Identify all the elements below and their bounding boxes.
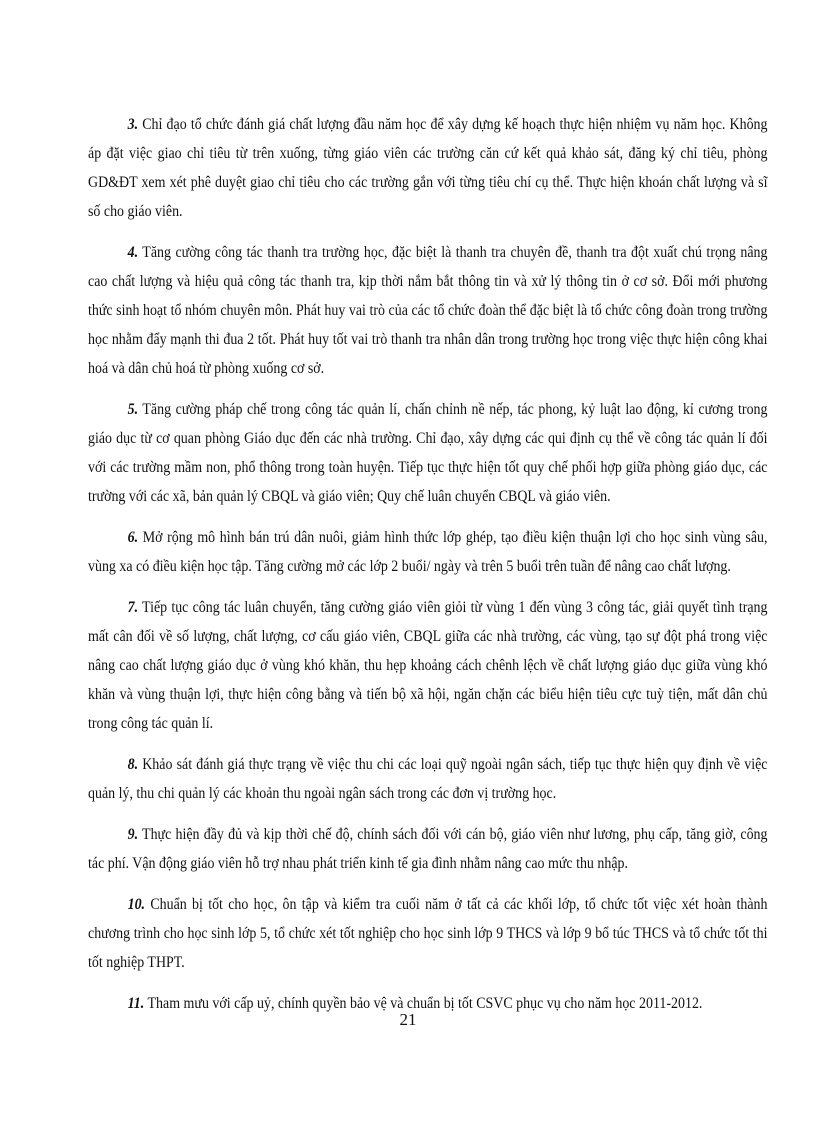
paragraph-text: Chuẩn bị tốt cho học, ôn tập và kiểm tra cuối năm ở tất cả các khối lớp, tổ chức tốt việc xét hoàn thành chương trình cho học sinh lớp 5, tổ chức xét tốt nghiệp cho học sinh lớp 9 THCS và lớp 9 bổ túc THCS và tổ chức tốt thi tốt nghiệp THPT. <box>88 896 768 971</box>
paragraph-3 <box>88 110 768 226</box>
paragraph-number: 6. <box>127 529 139 546</box>
paragraph-text: Chỉ đạo tổ chức đánh giá chất lượng đầu năm học để xây dựng kế hoạch thực hiện nhiệm vụ năm học. Không áp đặt việc giao chỉ tiêu từ trên xuống, từng giáo viên các trường căn cứ kết quả khảo sát, đăng ký chỉ tiêu, phòng GD&ĐT xem xét phê duyệt giao chỉ tiêu cho các trường gắn với từng tiêu chí cụ thể. Thực hiện khoán chất lượng và sĩ số cho giáo viên. <box>88 116 768 220</box>
paragraph-9 <box>88 820 768 878</box>
paragraph-text: Tham mưu với cấp uỷ, chính quyền bảo vệ và chuẩn bị tốt CSVC phục vụ cho năm học 2011-2012. <box>147 995 703 1012</box>
paragraph-10 <box>88 890 768 977</box>
document-body <box>88 110 768 1030</box>
paragraph-text: Tăng cường công tác thanh tra trường học, đặc biệt là thanh tra chuyên đề, thanh tra đột xuất chú trọng nâng cao chất lượng và hiệu quả công tác thanh tra, kịp thời nắm bắt thông tin và xử lý thông tin ở cơ sở. Đổi mới phương thức sinh hoạt tổ nhóm chuyên môn. Phát huy vai trò của các tổ chức đoàn thể đặc biệt là tổ chức công đoàn trong trường học nhằm đẩy mạnh thi đua 2 tốt. Phát huy tốt vai trò thanh tra nhân dân trong trường học trong việc thực hiện công khai hoá và dân chủ hoá từ phòng xuống cơ sở. <box>88 244 768 377</box>
paragraph-text: Tăng cường pháp chế trong công tác quản lí, chấn chỉnh nề nếp, tác phong, kỷ luật lao động, kỉ cương trong giáo dục từ cơ quan phòng Giáo dục đến các nhà trường. Chỉ đạo, xây dựng các qui định cụ thể về công tác quản lí đối với các trường mầm non, phổ thông trong toàn huyện. Tiếp tục thực hiện tốt quy chế phối hợp giữa phòng giáo dục, các trường với các xã, bản quản lý CBQL và giáo viên; Quy chế luân chuyển CBQL và giáo viên. <box>88 401 768 505</box>
paragraph-number: 5. <box>127 401 139 418</box>
paragraph-number: 11. <box>127 995 145 1012</box>
paragraph-text: Khảo sát đánh giá thực trạng về việc thu chi các loại quỹ ngoài ngân sách, tiếp tục thực hiện quy định về việc quản lý, thu chi quản lý các khoản thu ngoài ngân sách trong các đơn vị trường học. <box>88 756 768 802</box>
paragraph-text: Thực hiện đầy đủ và kịp thời chế độ, chính sách đối với cán bộ, giáo viên như lương, phụ cấp, tăng giờ, công tác phí. Vận động giáo viên hỗ trợ nhau phát triển kinh tế gia đình nhằm nâng cao mức thu nhập. <box>88 826 768 872</box>
paragraph-5 <box>88 395 768 511</box>
paragraph-number: 10. <box>127 896 146 913</box>
paragraph-number: 9. <box>127 826 139 843</box>
paragraph-number: 7. <box>127 599 139 616</box>
paragraph-text: Mở rộng mô hình bán trú dân nuôi, giảm hình thức lớp ghép, tạo điều kiện thuận lợi cho học sinh vùng sâu, vùng xa có điều kiện học tập. Tăng cường mở các lớp 2 buổi/ ngày và trên 5 buổi trên tuần để nâng cao chất lượng. <box>88 529 768 575</box>
paragraph-4 <box>88 238 768 383</box>
page-number: 21 <box>399 1010 417 1029</box>
paragraph-text: Tiếp tục công tác luân chuyển, tăng cường giáo viên giỏi từ vùng 1 đến vùng 3 công tác, giải quyết tình trạng mất cân đối về số lượng, chất lượng, cơ cấu giáo viên, CBQL giữa các nhà trường, các vùng, tạo sự đột phá trong việc nâng cao chất lượng giáo dục ở vùng khó khăn, thu hẹp khoảng cách chênh lệch về chất lượng giáo dục giữa vùng khó khăn và vùng thuận lợi, thực hiện công bằng và tiến bộ xã hội, ngăn chặn các biểu hiện tiêu cực tuỳ tiện, mất dân chủ trong công tác quản lí. <box>88 599 768 732</box>
paragraph-number: 4. <box>127 244 139 261</box>
paragraph-number: 8. <box>127 756 139 773</box>
paragraph-number: 3. <box>127 116 139 133</box>
paragraph-8 <box>88 750 768 808</box>
paragraph-7 <box>88 593 768 738</box>
paragraph-6 <box>88 523 768 581</box>
